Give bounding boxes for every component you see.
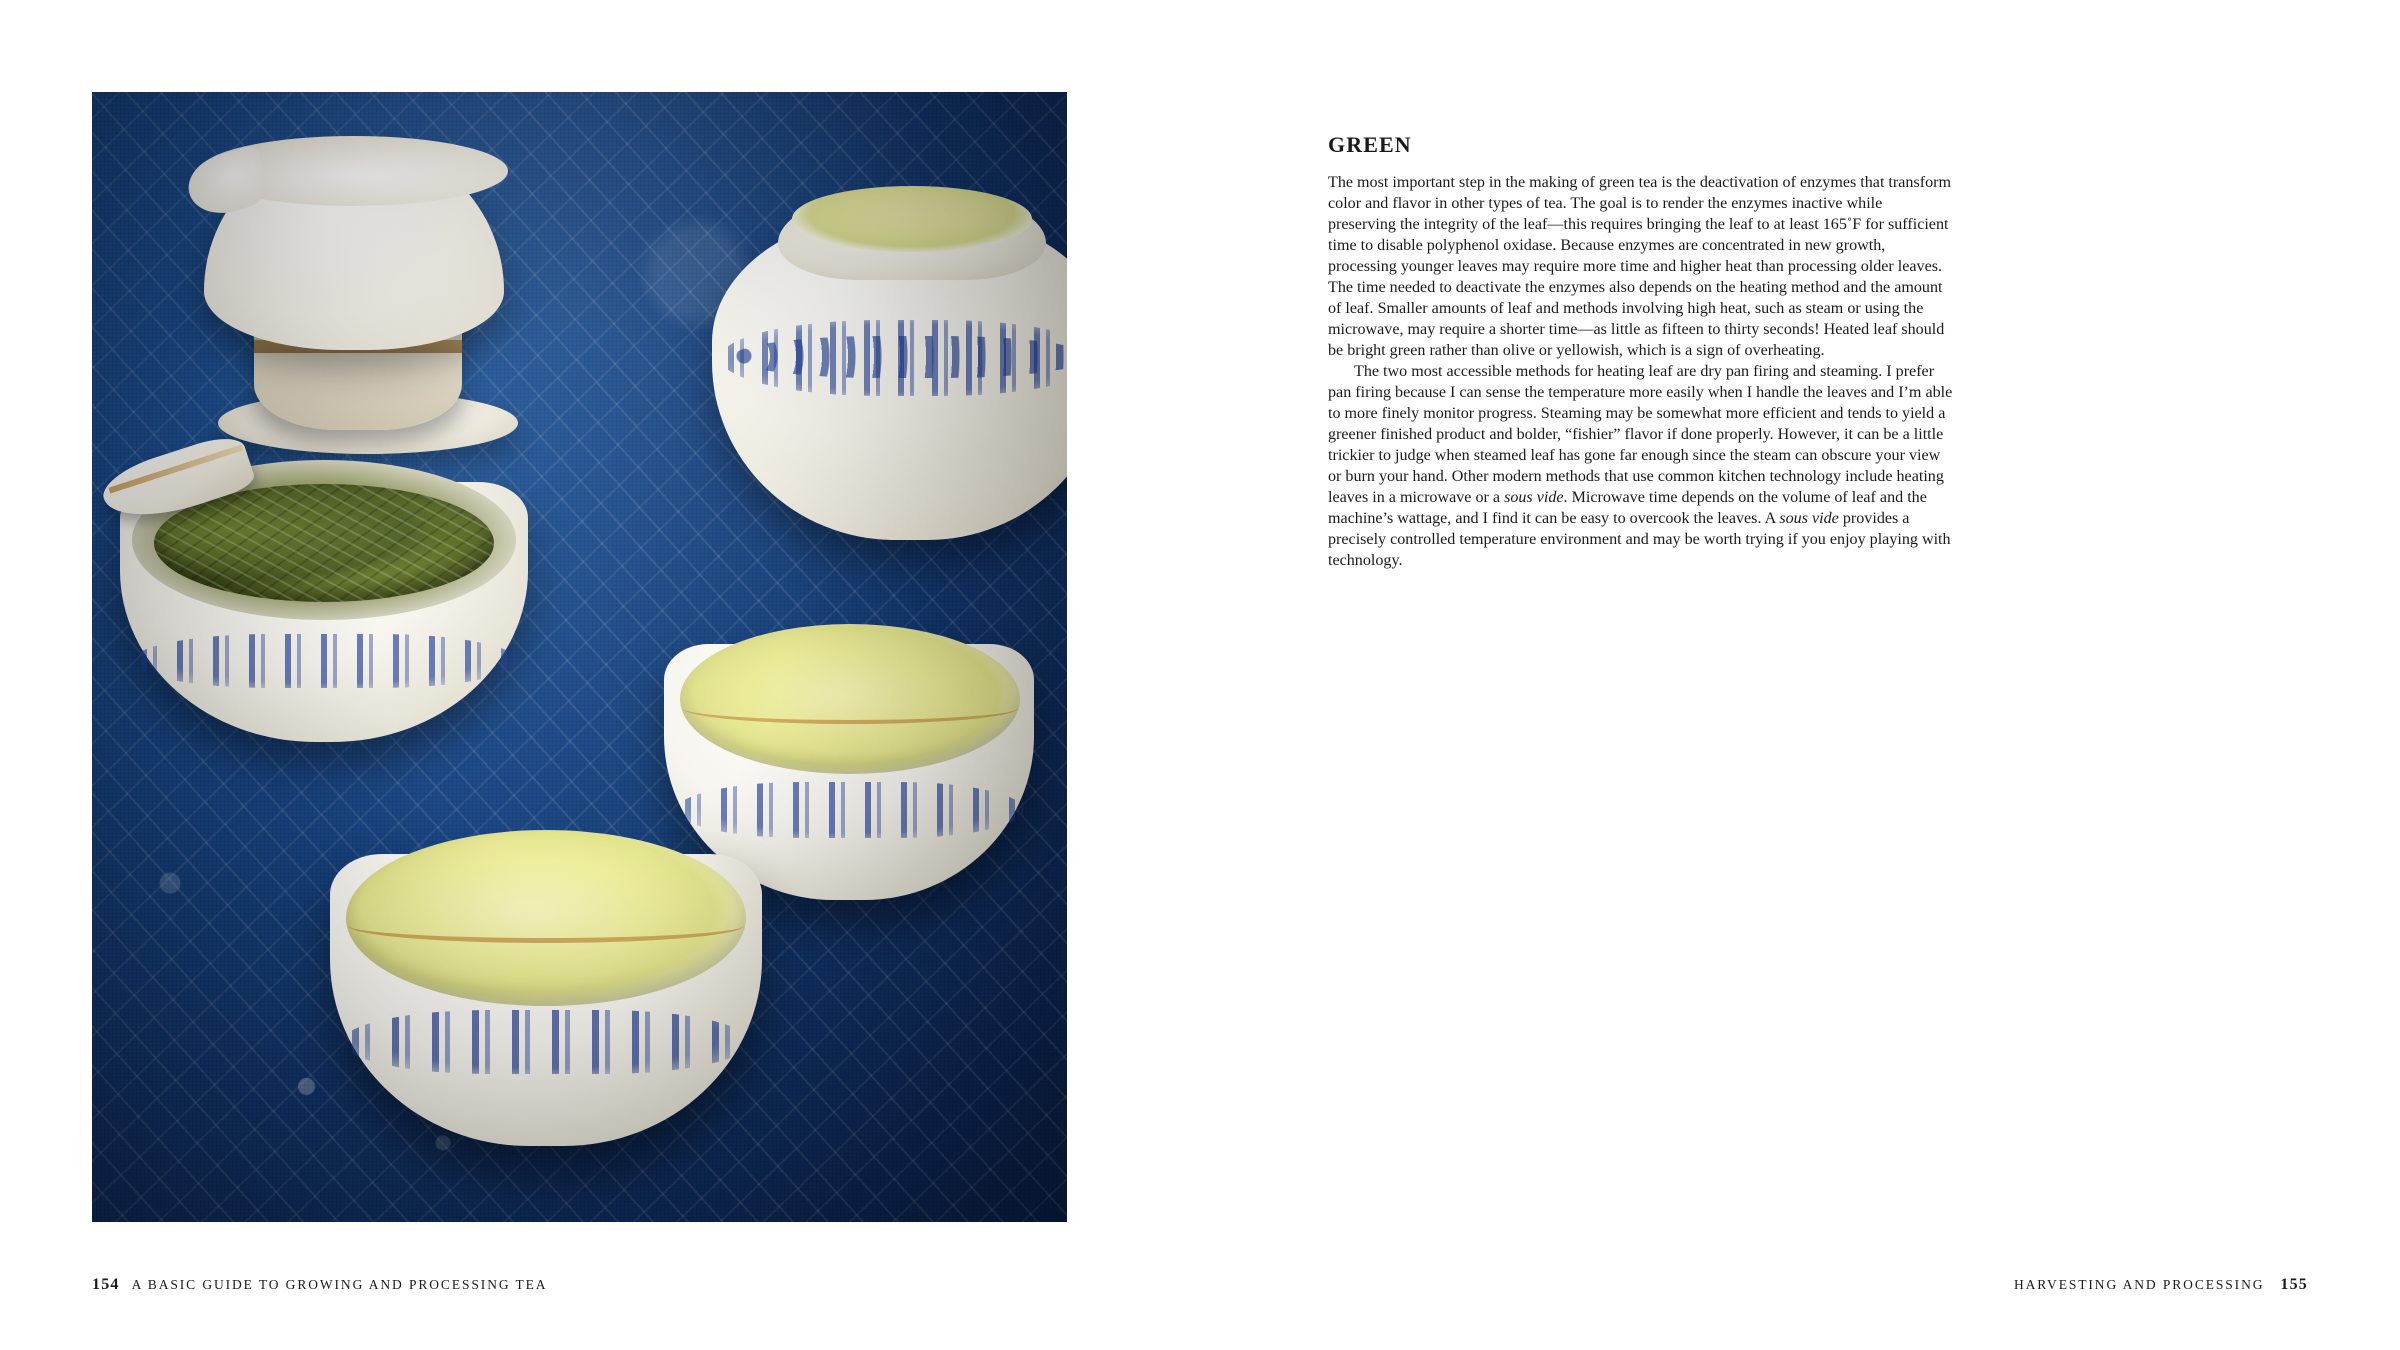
left-running-head: A BASIC GUIDE TO GROWING AND PROCESSING TEA	[131, 1277, 548, 1292]
green-tea-photo	[92, 92, 1067, 1222]
left-page-number: 154	[92, 1276, 120, 1293]
paragraph-2-part-1: The two most accessible methods for heating leaf are dry pan firing and steaming. I prefer pan firing because I can sense the temperature more easily when I handle the leaves and I’m able to more finely monitor progress. Steaming may be somewhat more efficient and tends to yield a greener finished product and bolder, “fishier” flavor if done properly. However, it can be a little trickier to judge when steamed leaf has gone far enough since the steam can obscure your view or burn your hand. Other modern methods that use common kitchen technology include heating leaves in a microwave or a	[1328, 363, 1953, 506]
paragraph-2-part-2: . Microwave time depends on the volume of leaf and the machine’s wattage, and I find it can be easy to overcook the leaves. A	[1328, 489, 1927, 527]
paragraph-2-italic-2: sous vide	[1779, 510, 1839, 527]
section-heading: GREEN	[1328, 132, 1412, 157]
right-folio	[2014, 1276, 2308, 1294]
right-page-number: 155	[2280, 1276, 2308, 1293]
paragraph-2-italic-1: sous vide	[1504, 489, 1564, 506]
paragraph-2-part-3: provides a precisely controlled temperature environment and may be worth trying if you enjoy playing with technology.	[1328, 510, 1951, 569]
right-running-head: HARVESTING AND PROCESSING	[2013, 1277, 2265, 1292]
paragraph-1: The most important step in the making of green tea is the deactivation of enzymes that transform color and flavor in other types of tea. The goal is to render the enzymes inactive while preserving the integrity of the leaf—this requires bringing the leaf to at least 165˚F for sufficient time to disable polyphenol oxidase. Because enzymes are concentrated in new growth, processing younger leaves may require more time and higher heat than processing older leaves. The time needed to deactivate the enzymes also depends on the heating method and the amount of leaf. Smaller amounts of leaf and methods involving high heat, such as steam or using the microwave, may require a shorter time—as little as fifteen to thirty seconds! Heated leaf should be bright green rather than olive or yellowish, which is a sign of overheating.	[1328, 174, 1952, 359]
paragraph-2	[1328, 361, 1954, 571]
left-page	[0, 0, 1196, 1350]
body-text-column	[1328, 132, 1954, 571]
right-page	[1196, 0, 2400, 1350]
left-folio	[92, 1276, 547, 1294]
photo-vignette	[92, 92, 1067, 1222]
